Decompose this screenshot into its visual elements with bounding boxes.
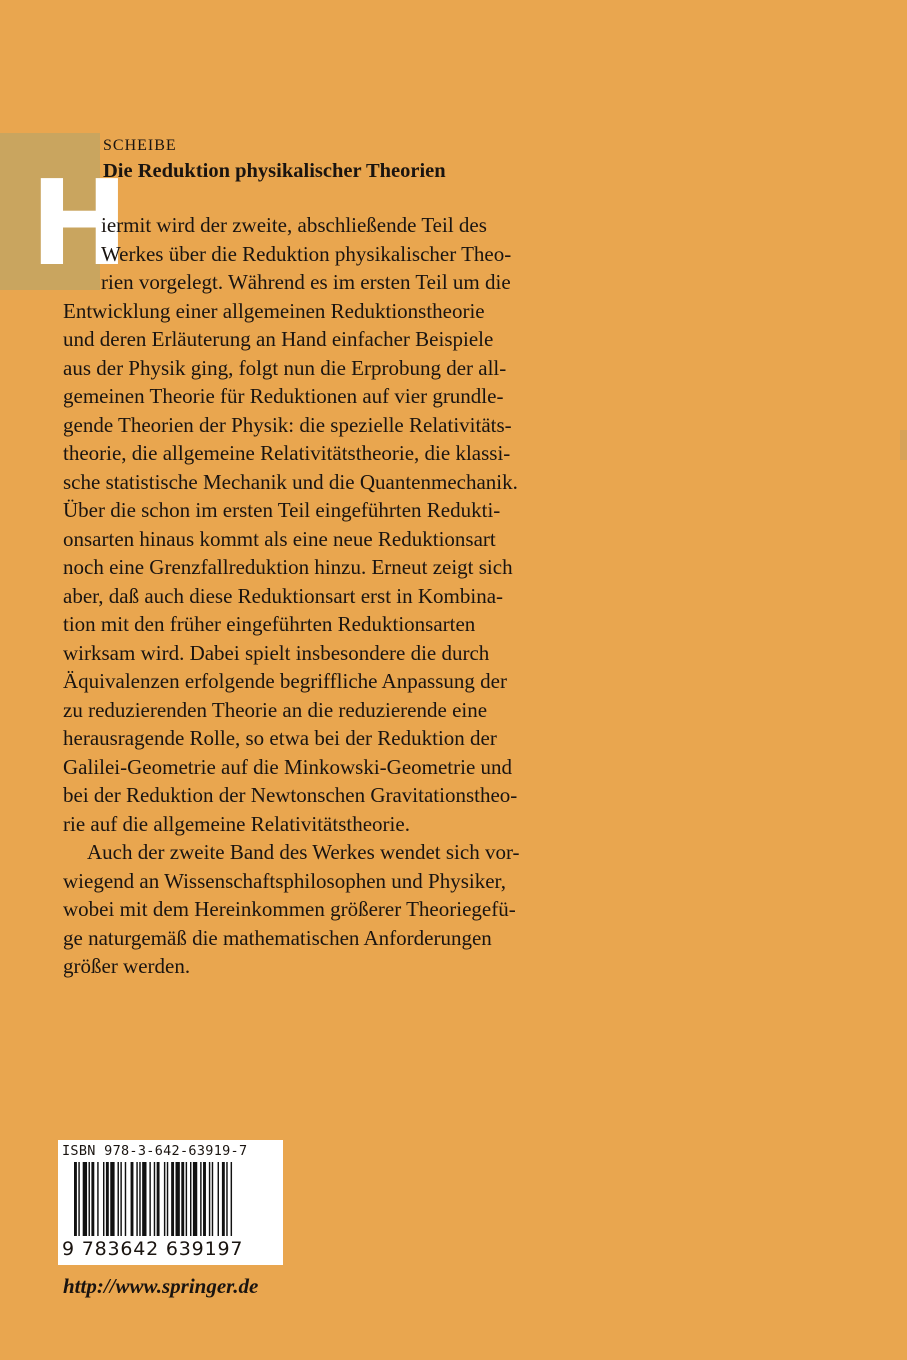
- barcode-bar: [149, 1162, 150, 1236]
- book-title: Die Reduktion physikalischer Theorien: [103, 160, 446, 182]
- barcode-bar: [218, 1162, 219, 1236]
- barcode-bar: [125, 1162, 126, 1236]
- barcode-bar: [190, 1162, 191, 1236]
- blurb-line: tion mit den früher eingeführten Reduktionsarten: [63, 612, 476, 636]
- barcode-bar: [78, 1162, 79, 1236]
- blurb-line: sche statistische Mechanik und die Quantenmechanik.: [63, 469, 518, 494]
- blurb-line: onsarten hinaus kommt als eine neue Reduktionsart: [63, 526, 496, 551]
- cover-edge-mark: [900, 430, 907, 460]
- blurb-line: gemeinen Theorie für Reduktionen auf vier grundle-: [63, 384, 504, 408]
- author-name: SCHEIBE: [103, 137, 177, 154]
- blurb-line: Entwicklung einer allgemeinen Reduktionstheorie: [63, 298, 485, 323]
- barcode-bar: [89, 1162, 90, 1236]
- barcode-bar: [142, 1162, 146, 1236]
- isbn-barcode: [58, 1140, 283, 1265]
- barcode-bar: [74, 1162, 77, 1236]
- barcode-bar: [171, 1162, 174, 1236]
- blurb-line: größer werden.: [63, 954, 191, 978]
- blurb-line: theorie, die allgemeine Relativitätstheorie, die klassi-: [63, 441, 511, 465]
- barcode-bar: [97, 1162, 98, 1236]
- blurb-line: ge naturgemäß die mathematischen Anforderungen: [63, 925, 492, 950]
- blurb-line: wobei mit dem Hereinkommen größerer Theoriegefü-: [63, 897, 516, 921]
- barcode-bar: [222, 1162, 225, 1236]
- blurb-line: rien vorgelegt. Während es im ersten Teil um die: [101, 270, 511, 294]
- isbn-label: ISBN 978-3-642-63919-7: [62, 1143, 248, 1159]
- blurb-line: bei der Reduktion der Newtonschen Gravitationstheo-: [63, 783, 518, 807]
- barcode-bar: [154, 1162, 155, 1236]
- barcode-bar: [212, 1162, 213, 1236]
- barcode-bar: [231, 1162, 232, 1236]
- barcode-bar: [176, 1162, 180, 1236]
- barcode-bar: [136, 1162, 137, 1236]
- barcode-bar: [106, 1162, 109, 1236]
- blurb-line: Äquivalenzen erfolgende begriffliche Anpassung der: [63, 669, 507, 693]
- barcode-bar: [139, 1162, 140, 1236]
- barcode-bar: [157, 1162, 160, 1236]
- barcode-bar: [186, 1162, 187, 1236]
- blurb-line: zu reduzierenden Theorie an die reduzierende eine: [63, 697, 488, 722]
- blurb-line: Galilei-Geometrie auf die Minkowski-Geometrie und: [63, 754, 513, 779]
- barcode-bar: [209, 1162, 210, 1236]
- blurb-line: aber, daß auch diese Reduktionsart erst in Kombina-: [63, 583, 504, 608]
- barcode-bar: [103, 1162, 104, 1236]
- barcode-bar: [193, 1162, 197, 1236]
- barcode-bar: [118, 1162, 119, 1236]
- blurb-text: [63, 211, 563, 981]
- blurb-line: Werkes über die Reduktion physikalischer Theo-: [101, 241, 512, 266]
- barcode-bar: [200, 1162, 201, 1236]
- blurb-line: rie auf die allgemeine Relativitätstheorie.: [63, 811, 410, 836]
- blurb-line: noch eine Grenzfallreduktion hinzu. Erneut zeigt sich: [63, 555, 513, 579]
- publisher-url[interactable]: http://www.springer.de: [63, 1274, 259, 1298]
- blurb-line: wiegend an Wissenschaftsphilosophen und Physiker,: [63, 868, 506, 893]
- barcode-bar: [181, 1162, 184, 1236]
- barcode-bar: [226, 1162, 227, 1236]
- blurb-line: gende Theorien der Physik: die spezielle Relativitäts-: [63, 412, 512, 437]
- barcode-bar: [110, 1162, 114, 1236]
- barcode-bar: [120, 1162, 121, 1236]
- blurb-line: Über die schon im ersten Teil eingeführten Redukti-: [63, 498, 501, 522]
- barcode-digits: 9 783642 639197: [62, 1238, 244, 1260]
- initial-letter: H: [30, 154, 129, 292]
- barcode-bar: [91, 1162, 94, 1236]
- barcode-bar: [131, 1162, 134, 1236]
- barcode-bar: [167, 1162, 168, 1236]
- barcode-bar: [83, 1162, 87, 1236]
- blurb-line: iermit wird der zweite, abschließende Teil des: [101, 213, 487, 237]
- blurb-line: wirksam wird. Dabei spielt insbesondere die durch: [63, 640, 490, 665]
- blurb-line: herausragende Rolle, so etwa bei der Reduktion der: [63, 726, 497, 750]
- blurb-line: Auch der zweite Band des Werkes wendet sich vor-: [87, 840, 520, 864]
- barcode-bar: [164, 1162, 165, 1236]
- barcode-bar: [203, 1162, 206, 1236]
- blurb-line: und deren Erläuterung an Hand einfacher Beispiele: [63, 327, 494, 351]
- blurb-line: aus der Physik ging, folgt nun die Erprobung der all-: [63, 355, 507, 380]
